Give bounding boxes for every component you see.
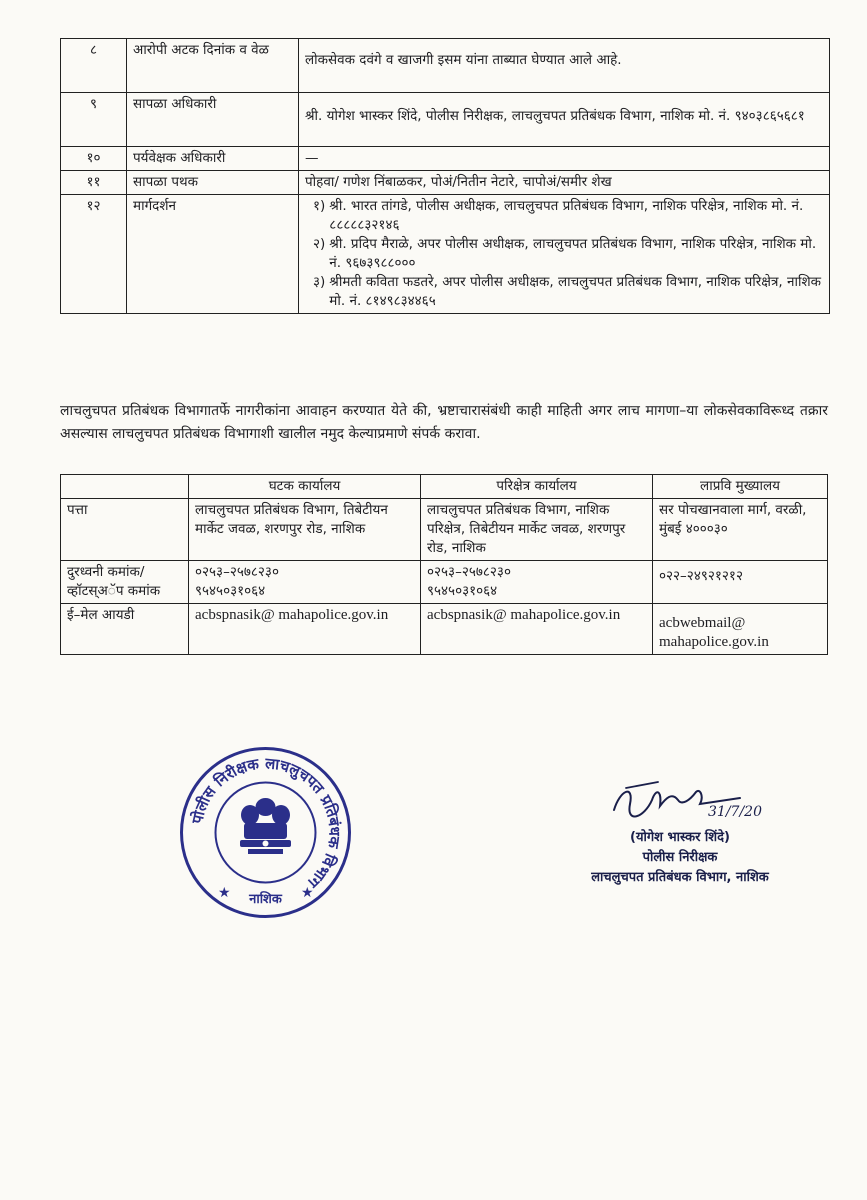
- guidance-item: [313, 235, 823, 273]
- header-blank: [61, 475, 189, 499]
- guidance-item-text: श्री. भारत तांगडे, पोलीस अधीक्षक, लाचलुचपत प्रतिबंधक विभाग, नाशिक परिक्षेत्र, नाशिक मो. नं. ८८८८८३२१४६: [329, 198, 804, 233]
- guidance-item-number: २): [313, 236, 326, 252]
- row-number: ११: [61, 171, 127, 195]
- phone-row: [61, 561, 828, 604]
- unit-email[interactable]: acbspnasik@ mahapolice.gov.in: [189, 604, 421, 655]
- range-address: लाचलुचपत प्रतिबंधक विभाग, नाशिक परिक्षेत्र, तिबेटीयन मार्केट जवळ, शरणपुर रोड, नाशिक: [421, 499, 653, 561]
- email-row: [61, 604, 828, 655]
- signatory-office: लाचलुचपत प्रतिबंधक विभाग, नाशिक: [591, 870, 769, 885]
- signatory-name: (योगेश भास्कर शिंदे): [630, 830, 730, 845]
- guidance-item-number: १): [313, 198, 326, 214]
- case-details-table: [60, 38, 830, 314]
- email-label: ई–मेल आयडी: [61, 604, 189, 655]
- case-row: [61, 39, 830, 93]
- guidance-item-text: श्रीमती कविता फडतरे, अपर पोलीस अधीक्षक, लाचलुचपत प्रतिबंधक विभाग, नाशिक परिक्षेत्र, नाशिक मो. नं. ८१४९८३४४६५: [329, 274, 822, 309]
- unit-phone: ०२५३–२५७८२३०: [195, 564, 279, 580]
- official-seal: [178, 745, 353, 920]
- case-row: [61, 147, 830, 171]
- contact-table: [60, 474, 828, 655]
- guidance-item: [313, 197, 823, 235]
- handwritten-signature: [600, 770, 780, 830]
- case-row: [61, 93, 830, 147]
- seal-text: पोलीस निरीक्षक लाचलुचपत प्रतिबंधक विभाग: [188, 754, 344, 892]
- case-row: [61, 171, 830, 195]
- row-number: ९: [61, 93, 127, 147]
- seal-star-icon: ★: [218, 885, 231, 901]
- case-row: [61, 195, 830, 314]
- row-number: ८: [61, 39, 127, 93]
- unit-whatsapp: ९५४५०३१०६४: [195, 583, 266, 599]
- range-whatsapp: ९५४५०३१०६४: [427, 583, 498, 599]
- guidance-item-text: श्री. प्रदिप मैराळे, अपर पोलीस अधीक्षक, लाचलुचपत प्रतिबंधक विभाग, नाशिक परिक्षेत्र, नाशिक मो. नं. ९६७३९८८०००: [329, 236, 817, 271]
- address-label: पत्ता: [61, 499, 189, 561]
- row-label: सापळा पथक: [127, 171, 299, 195]
- guidance-item-number: ३): [313, 274, 326, 290]
- hq-address: सर पोचखानवाला मार्ग, वरळी, मुंबई ४०००३०: [653, 499, 828, 561]
- row-value: पोहवा/ गणेश निंबाळकर, पोअं/नितीन नेटारे, चापोअं/समीर शेख: [299, 171, 830, 195]
- hq-phone: ०२२–२४९२१२१२: [653, 561, 828, 604]
- row-value: लोकसेवक दवंगे व खाजगी इसम यांना ताब्यात घेण्यात आले आहे.: [299, 39, 830, 93]
- row-label: मार्गदर्शन: [127, 195, 299, 314]
- range-email[interactable]: acbspnasik@ mahapolice.gov.in: [421, 604, 653, 655]
- seal-star-icon: ★: [301, 885, 314, 901]
- row-label: पर्यवेक्षक अधिकारी: [127, 147, 299, 171]
- phone-label: दुरध्वनी कमांक/ व्हॉटस्अॅप कमांक: [61, 561, 189, 604]
- header-range-office: परिक्षेत्र कार्यालय: [421, 475, 653, 499]
- lion-emblem-icon: [240, 798, 291, 854]
- signatory-designation: पोलीस निरीक्षक: [642, 850, 718, 865]
- contact-header-row: [61, 475, 828, 499]
- header-headquarters: लाप्रवि मुख्यालय: [653, 475, 828, 499]
- unit-phone-cell: [189, 561, 421, 604]
- signatory-block: [530, 828, 830, 888]
- range-phone: ०२५३–२५७८२३०: [427, 564, 511, 580]
- row-number: १२: [61, 195, 127, 314]
- public-appeal-paragraph: लाचलुचपत प्रतिबंधक विभागातर्फे नागरीकांना आवाहन करण्यात येते की, भ्रष्टाचारासंबंधी काही माहिती अगर लाच मागणा–या लोकसेवकाविरूध्द तक्रार असल्यास लाचलुचपत प्रतिबंधक विभागाशी खालील नमुद केल्याप्रमाणे संपर्क करावा.: [60, 403, 828, 442]
- guidance-list: [299, 195, 830, 314]
- range-phone-cell: [421, 561, 653, 604]
- row-label: सापळा अधिकारी: [127, 93, 299, 147]
- row-label: आरोपी अटक दिनांक व वेळ: [127, 39, 299, 93]
- unit-address: लाचलुचपत प्रतिबंधक विभाग, तिबेटीयन मार्केट जवळ, शरणपुर रोड, नाशिक: [189, 499, 421, 561]
- seal-bottom-text: नाशिक: [249, 892, 282, 907]
- address-row: [61, 499, 828, 561]
- signature-date: 31/7/20: [708, 804, 762, 820]
- hq-email[interactable]: acbwebmail@ mahapolice.gov.in: [653, 604, 828, 655]
- row-value: श्री. योगेश भास्कर शिंदे, पोलीस निरीक्षक, लाचलुचपत प्रतिबंधक विभाग, नाशिक मो. नं. ९४०३८६५६८१: [299, 93, 830, 147]
- row-number: १०: [61, 147, 127, 171]
- header-unit-office: घटक कार्यालय: [189, 475, 421, 499]
- guidance-item: [313, 273, 823, 311]
- row-value: —: [299, 147, 830, 171]
